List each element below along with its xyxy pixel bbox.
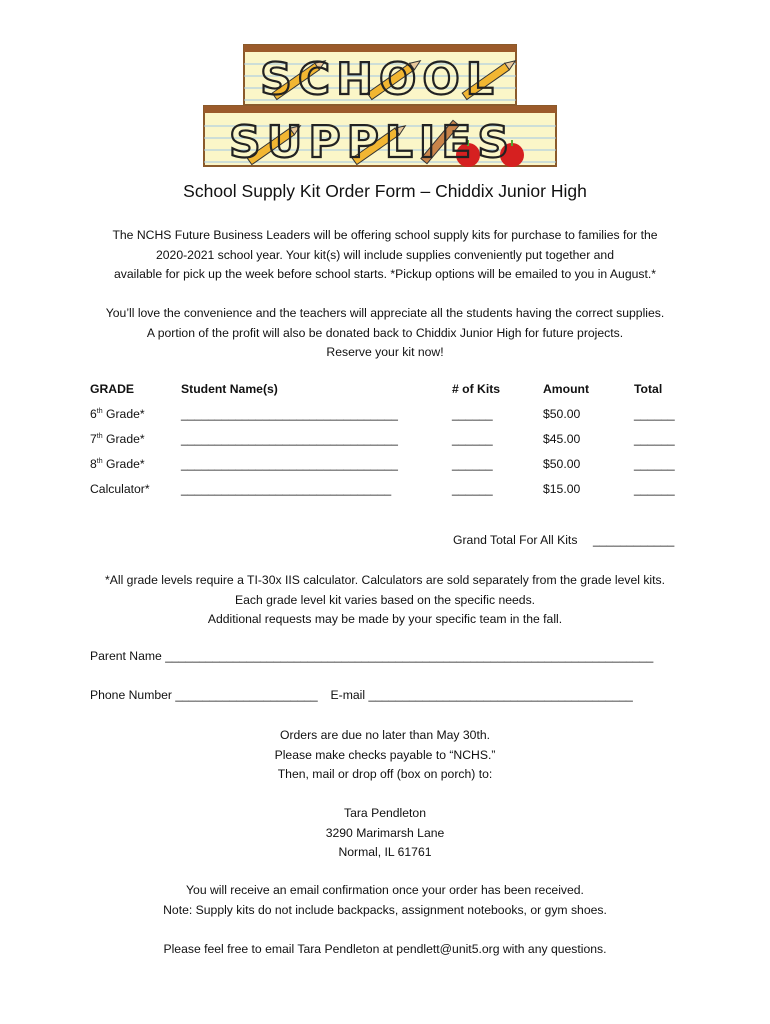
grade-label: 7th Grade* bbox=[90, 432, 145, 446]
total-field[interactable]: ______ bbox=[634, 482, 675, 496]
address-line: Tara Pendleton bbox=[344, 806, 426, 820]
header-grade: GRADE bbox=[90, 382, 135, 396]
total-field[interactable]: ______ bbox=[634, 432, 675, 446]
confirmation-line: Note: Supply kits do not include backpacks, assignment notebooks, or gym shoes. bbox=[163, 902, 607, 917]
orders-line: Please make checks payable to “NCHS.” bbox=[274, 747, 496, 762]
grand-total-label: Grand Total For All Kits bbox=[453, 533, 578, 547]
parent-name-label: Parent Name bbox=[90, 649, 162, 663]
student-names-field[interactable]: ________________________________ bbox=[181, 457, 398, 471]
parent-name-row bbox=[90, 649, 653, 663]
total-field[interactable]: ______ bbox=[634, 407, 675, 421]
grand-total-field[interactable]: ____________ bbox=[593, 533, 675, 547]
email-label: E-mail bbox=[330, 688, 366, 702]
note-line: Additional requests may be made by your specific team in the fall. bbox=[207, 612, 563, 626]
header-student-names: Student Name(s) bbox=[181, 382, 278, 396]
orders-line: Then, mail or drop off (box on porch) to: bbox=[277, 767, 493, 781]
confirmation-line: You will receive an email confirmation once your order has been received. bbox=[186, 883, 584, 897]
student-names-field[interactable]: ________________________________ bbox=[181, 432, 398, 446]
intro-line: The NCHS Future Business Leaders will be offering school supply kits for purchase to families for the bbox=[112, 228, 658, 242]
contact-row bbox=[90, 688, 633, 702]
header-total: Total bbox=[634, 382, 663, 396]
header-amount: Amount bbox=[543, 382, 590, 396]
email-field[interactable]: _______________________________________ bbox=[368, 688, 633, 702]
student-names-field[interactable]: ________________________________ bbox=[181, 407, 398, 421]
form-title: School Supply Kit Order Form – Chiddix Junior High bbox=[183, 181, 587, 201]
orders-line: Orders are due no later than May 30th. bbox=[279, 728, 490, 742]
phone-field[interactable]: _____________________ bbox=[175, 688, 318, 702]
intro-line: available for pick up the week before school starts. *Pickup options will be emailed to you in August.* bbox=[114, 267, 656, 281]
pitch-paragraph bbox=[0, 304, 770, 363]
amount-value: $15.00 bbox=[543, 482, 581, 496]
kits-field[interactable]: ______ bbox=[452, 457, 493, 471]
pitch-line: Reserve your kit now! bbox=[326, 345, 444, 359]
mailing-address bbox=[0, 804, 770, 863]
school-supplies-logo bbox=[200, 42, 572, 172]
amount-value: $50.00 bbox=[543, 457, 581, 471]
student-names-field[interactable]: _______________________________ bbox=[181, 482, 392, 496]
logo-line1: SCHOOL bbox=[260, 54, 500, 105]
calculator-note bbox=[0, 571, 770, 630]
grade-label: Calculator* bbox=[90, 482, 150, 496]
address-line: Normal, IL 61761 bbox=[338, 845, 432, 859]
phone-label: Phone Number bbox=[90, 688, 172, 702]
pitch-line: You’ll love the convenience and the teachers will appreciate all the students having the correct supplies. bbox=[105, 306, 665, 320]
grade-label: 8th Grade* bbox=[90, 457, 145, 471]
logo-line2: SUPPLIES bbox=[228, 117, 516, 168]
questions-line: Please feel free to email Tara Pendleton at pendlett@unit5.org with any questions. bbox=[163, 942, 607, 956]
kits-field[interactable]: ______ bbox=[452, 482, 493, 496]
parent-name-field[interactable]: ________________________________________________________________________ bbox=[165, 649, 654, 663]
header-kits: # of Kits bbox=[452, 382, 501, 396]
note-line: *All grade levels require a TI-30x IIS calculator. Calculators are sold separately from the grade level kits. bbox=[105, 573, 665, 587]
pitch-line: A portion of the profit will also be donated back to Chiddix Junior High for future projects. bbox=[146, 325, 624, 340]
kits-field[interactable]: ______ bbox=[452, 432, 493, 446]
confirmation-note bbox=[0, 881, 770, 920]
intro-line: 2020-2021 school year. Your kit(s) will include supplies conveniently put together and bbox=[156, 247, 614, 262]
amount-value: $45.00 bbox=[543, 432, 581, 446]
amount-value: $50.00 bbox=[543, 407, 581, 421]
total-field[interactable]: ______ bbox=[634, 457, 675, 471]
note-line: Each grade level kit varies based on the specific needs. bbox=[234, 592, 536, 607]
address-line: 3290 Marimarsh Lane bbox=[325, 825, 445, 840]
grade-label: 6th Grade* bbox=[90, 407, 145, 421]
kits-field[interactable]: ______ bbox=[452, 407, 493, 421]
orders-info bbox=[0, 726, 770, 785]
intro-paragraph bbox=[0, 226, 770, 285]
